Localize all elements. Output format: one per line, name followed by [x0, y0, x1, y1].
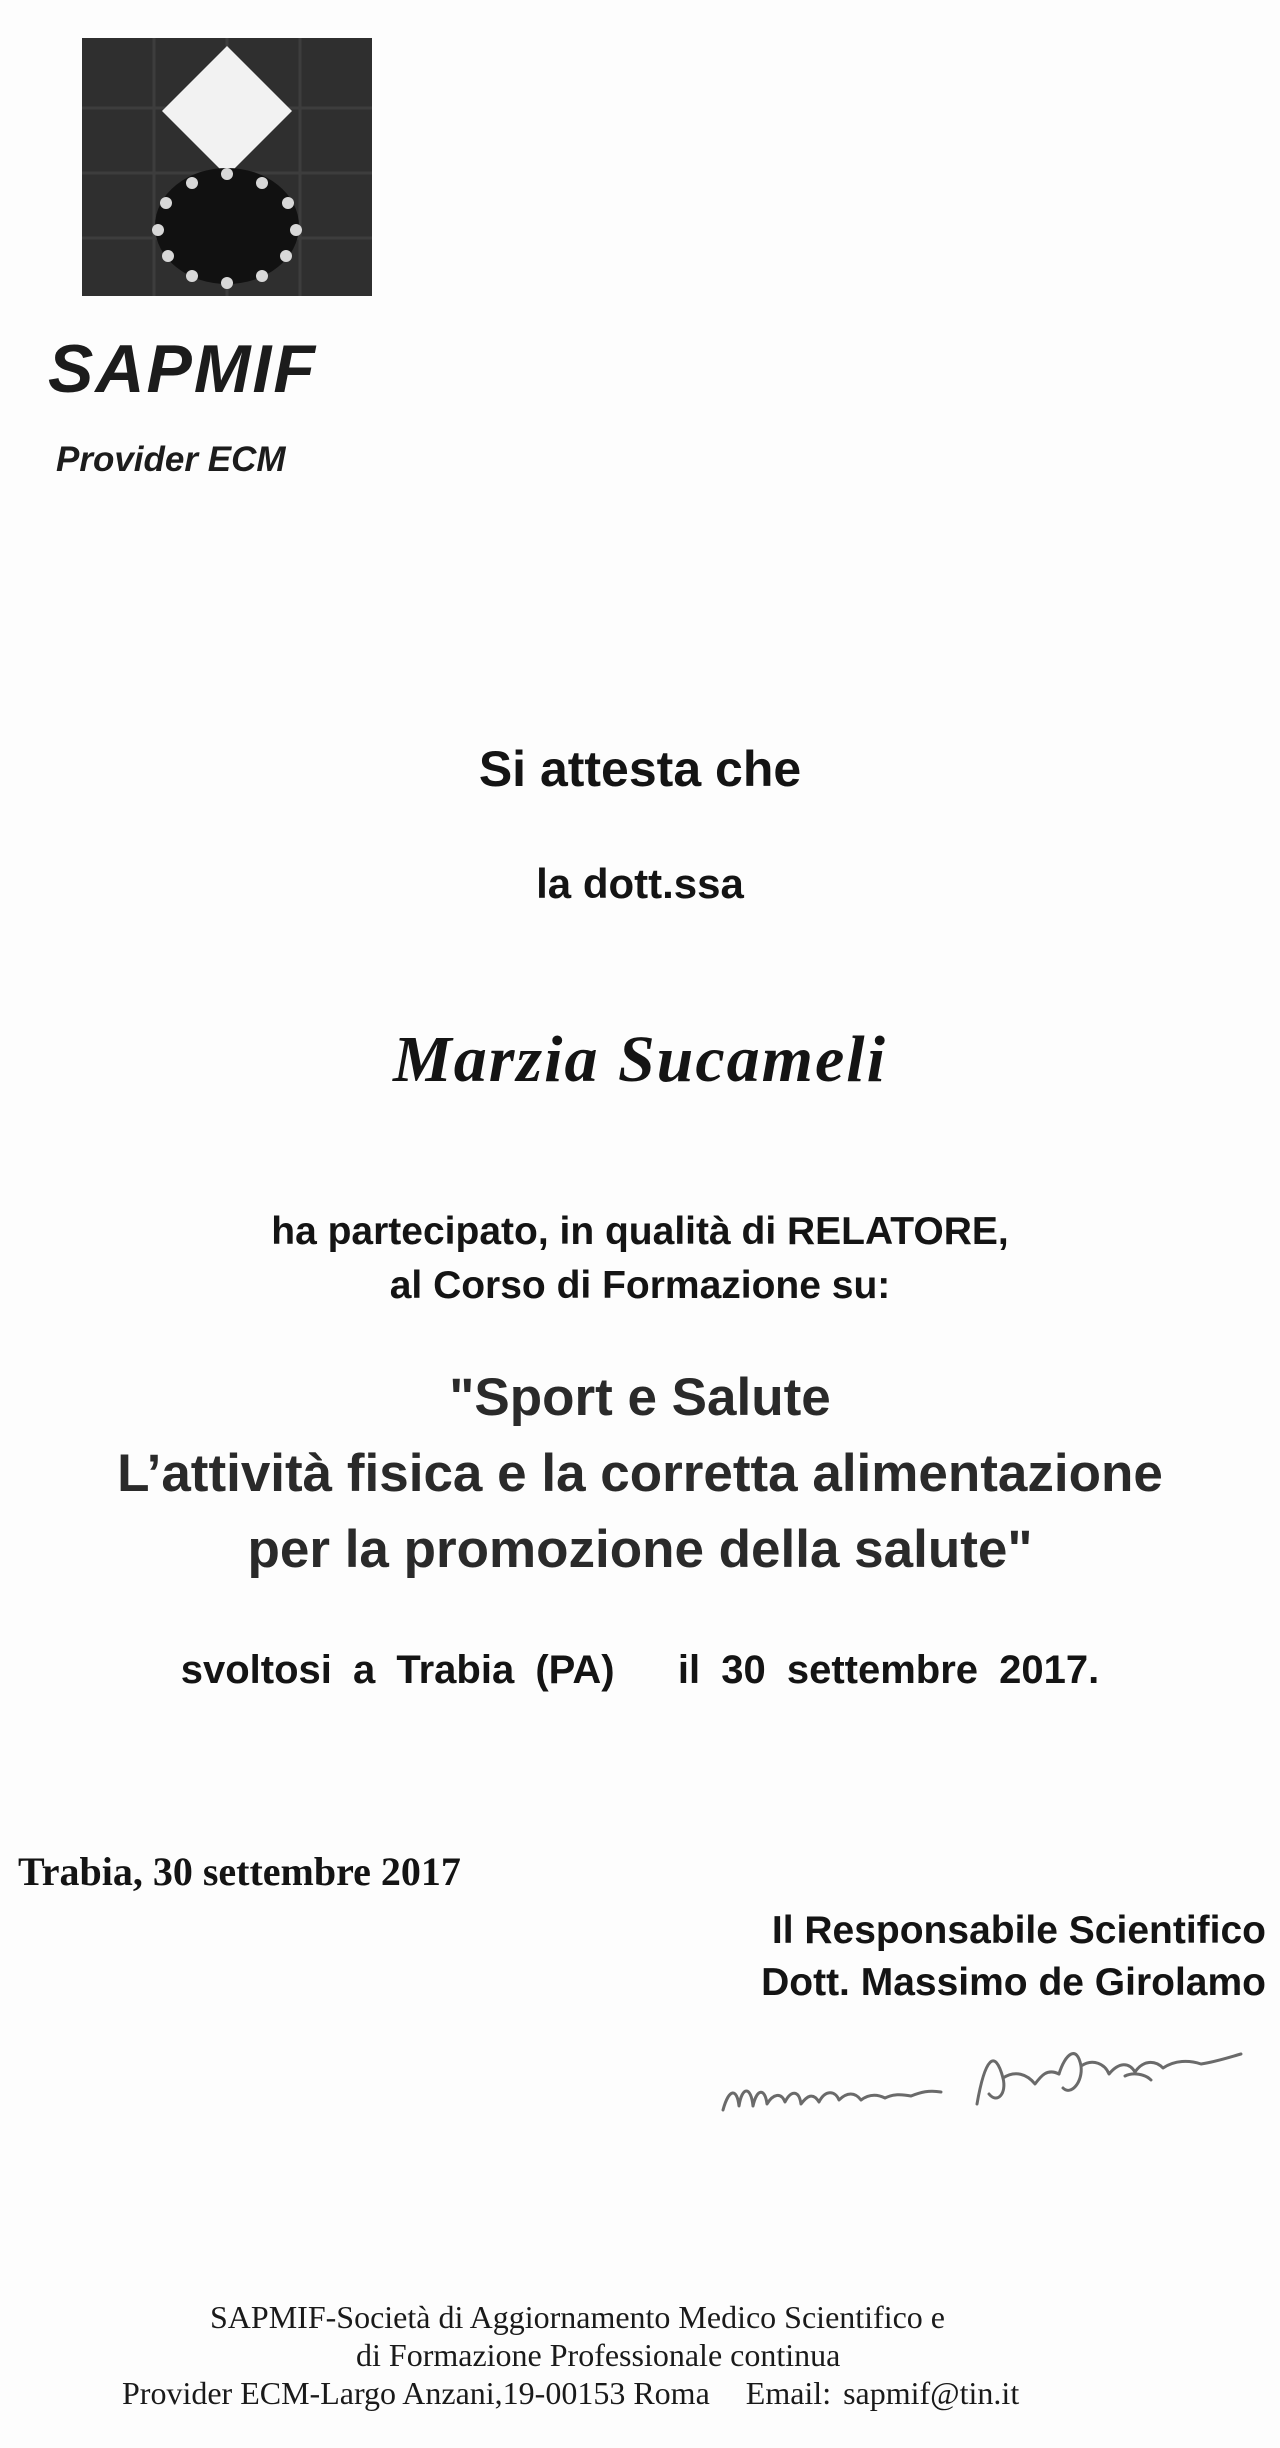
signatory-name: Dott. Massimo de Girolamo [761, 1961, 1266, 2004]
footer-address-line [122, 2374, 1019, 2412]
signatory-role: Il Responsabile Scientifico [771, 1909, 1266, 1952]
signature-icon [715, 2018, 1255, 2128]
course-title-line: L’attività fisica e la corretta alimentazione [117, 1444, 1163, 1503]
signatory-block [761, 1905, 1266, 2009]
email-link[interactable]: sapmif@tin.it [843, 2375, 1020, 2411]
sapmif-logo-icon [82, 38, 372, 296]
org-subtitle: Provider ECM [56, 440, 286, 479]
recipient-name: Marzia Sucameli [393, 1023, 887, 1096]
email-label: Email: [745, 2375, 832, 2411]
footer-line: di Formazione Professionale continua [356, 2337, 841, 2373]
participation-line: ha partecipato, in qualità di RELATORE, [271, 1210, 1009, 1253]
footer-line: SAPMIF-Società di Aggiornamento Medico Scientifico e [210, 2299, 945, 2335]
title-prefix: la dott.ssa [536, 860, 744, 907]
participation-line: al Corso di Formazione su: [389, 1264, 891, 1307]
event-place-date: svoltosi a Trabia (PA) il 30 settembre 2017. [180, 1648, 1100, 1692]
org-name: SAPMIF [48, 331, 317, 407]
course-title [0, 1360, 1280, 1588]
course-title-line: "Sport e Salute [449, 1368, 831, 1427]
issue-place-date: Trabia, 30 settembre 2017 [18, 1849, 461, 1894]
course-title-line: per la promozione della salute" [247, 1520, 1033, 1579]
participation-text [0, 1205, 1280, 1313]
certificate-intro: Si attesta che [478, 741, 802, 797]
footer-address: Provider ECM-Largo Anzani,19-00153 Roma [122, 2375, 710, 2411]
